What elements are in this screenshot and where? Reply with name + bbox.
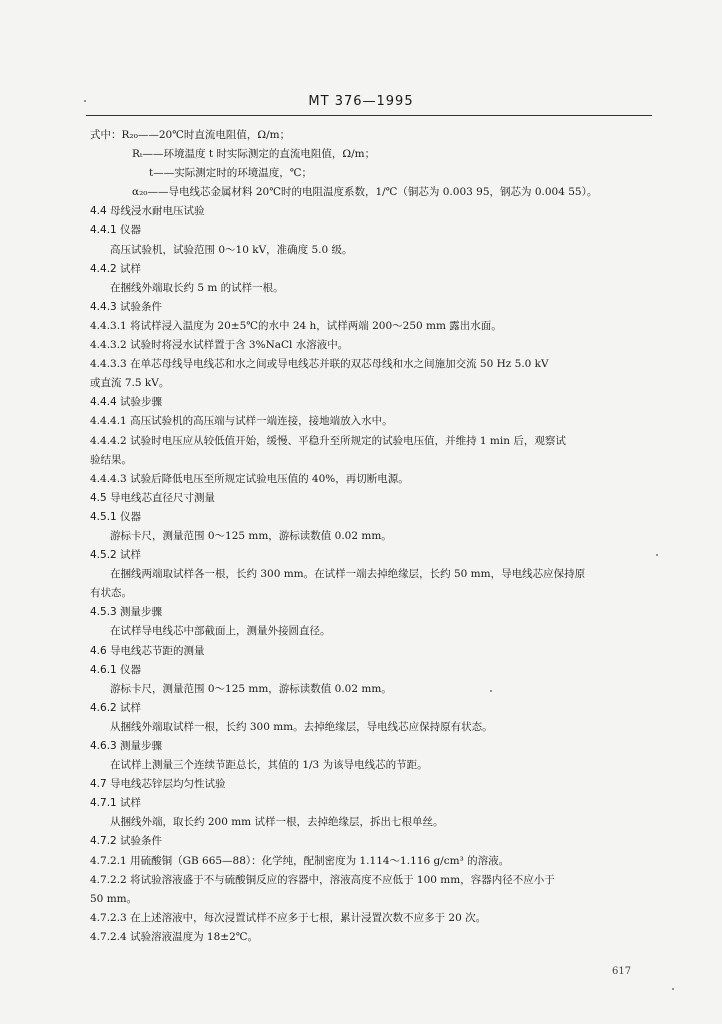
text-line: 在捆线外端取长约 5 m 的试样一根。 (110, 281, 284, 294)
text-line: 4.4.3.2 试验时将浸水试样置于含 3%NaCl 水溶液中。 (90, 339, 349, 352)
text-line: 游标卡尺，测量范围 0～125 mm，游标读数值 0.02 mm。 (110, 682, 392, 695)
section-heading: 4.7.2 试验条件 (90, 835, 163, 848)
section-heading: 4.6 导电线芯节距的测量 (90, 644, 205, 657)
section-heading: 4.4.1 仪器 (90, 224, 142, 237)
text-line: α₂₀——导电线芯金属材料 20℃时的电阻温度系数，1/℃（铜芯为 0.003 95，钢芯为 0.004 55）。 (132, 186, 598, 199)
text-line: 验结果。 (90, 453, 132, 466)
text-line: 4.4.3.1 将试样浸入温度为 20±5℃的水中 24 h，试样两端 200～250 mm 露出水面。 (90, 319, 502, 332)
text-line: 在捆线两端取试样各一根，长约 300 mm。在试样一端去掉绝缘层，长约 50 mm，导电线芯应保持原 (110, 568, 586, 581)
section-heading: 4.5.3 测量步骤 (90, 606, 163, 619)
section-heading: 4.6.2 试样 (90, 701, 142, 714)
text-line: 从捆线外端，取长约 200 mm 试样一根，去掉绝缘层，拆出七根单丝。 (110, 816, 444, 829)
header-rule (86, 115, 652, 116)
text-line: 高压试验机，试验范围 0～10 kV，准确度 5.0 级。 (110, 243, 353, 256)
section-heading: 4.5.2 试样 (90, 549, 142, 562)
text-line: Rₜ——环境温度 t 时实际测定的直流电阻值，Ω/m； (132, 148, 376, 161)
section-heading: 4.5 导电线芯直径尺寸测量 (90, 491, 216, 504)
text-line: 式中：R₂₀——20℃时直流电阻值，Ω/m； (90, 129, 291, 141)
section-heading: 4.4.3 试验条件 (90, 300, 163, 313)
page-header: MT 376—1995 (308, 94, 414, 109)
text-line: 4.7.2.4 试验溶液温度为 18±2℃。 (90, 930, 258, 943)
text-line: 4.7.2.3 在上述溶液中，每次浸置试样不应多于七根，累计浸置次数不应多于 20 次。 (90, 911, 487, 924)
section-heading: 4.7 导电线芯锌层均匀性试验 (90, 778, 226, 791)
text-line: 在试样导电线芯中部截面上，测量外接圆直径。 (110, 625, 331, 638)
section-heading: 4.7.1 试样 (90, 797, 142, 810)
scan-speck (672, 988, 674, 990)
text-line: 从捆线外端取试样一根，长约 300 mm。去掉绝缘层，导电线芯应保持原有状态。 (110, 720, 493, 733)
text-line: 4.7.2.1 用硫酸铜（GB 665—88）：化学纯，配制密度为 1.114～1.116 g/cm³ 的溶液。 (90, 854, 510, 867)
scan-speck (490, 690, 492, 692)
page-number: 617 (612, 966, 632, 977)
text-line: 4.4.3.3 在单芯母线导电线芯和水之间或导电线芯并联的双芯母线和水之间施加交流 50 Hz 5.0 kV (90, 358, 549, 371)
section-heading: 4.5.1 仪器 (90, 510, 142, 523)
text-line: 4.7.2.2 将试验溶液盛于不与硫酸铜反应的容器中，溶液高度不应低于 100 mm，容器内径不应小于 (90, 873, 555, 886)
text-line: 4.4.4.3 试验后降低电压至所规定试验电压值的 40%，再切断电源。 (90, 472, 409, 485)
text-line: t——实际测定时的环境温度，℃； (149, 167, 312, 180)
text-line: 4.4.4.1 高压试验机的高压端与试样一端连接，接地端放入水中。 (90, 415, 393, 428)
text-line: 有状态。 (90, 587, 132, 600)
text-line: 或直流 7.5 kV。 (90, 377, 170, 390)
section-heading: 4.6.1 仪器 (90, 663, 142, 676)
text-line: 4.4.4.2 试验时电压应从较低值开始，缓慢、平稳升至所规定的试验电压值，并维持 1 min 后，观察试 (90, 434, 566, 447)
text-line: 游标卡尺，测量范围 0～125 mm，游标读数值 0.02 mm。 (110, 529, 392, 542)
scan-speck (656, 554, 658, 556)
section-heading: 4.4.4 试验步骤 (90, 396, 163, 409)
section-heading: 4.4 母线浸水耐电压试验 (90, 205, 205, 218)
section-heading: 4.4.2 试样 (90, 262, 142, 275)
section-heading: 4.6.3 测量步骤 (90, 740, 163, 752)
scan-speck (84, 100, 86, 102)
text-line: 50 mm。 (90, 892, 138, 905)
document-body (90, 126, 656, 947)
text-line: 在试样上测量三个连续节距总长，其值的 1/3 为该导电线芯的节距。 (110, 759, 428, 772)
